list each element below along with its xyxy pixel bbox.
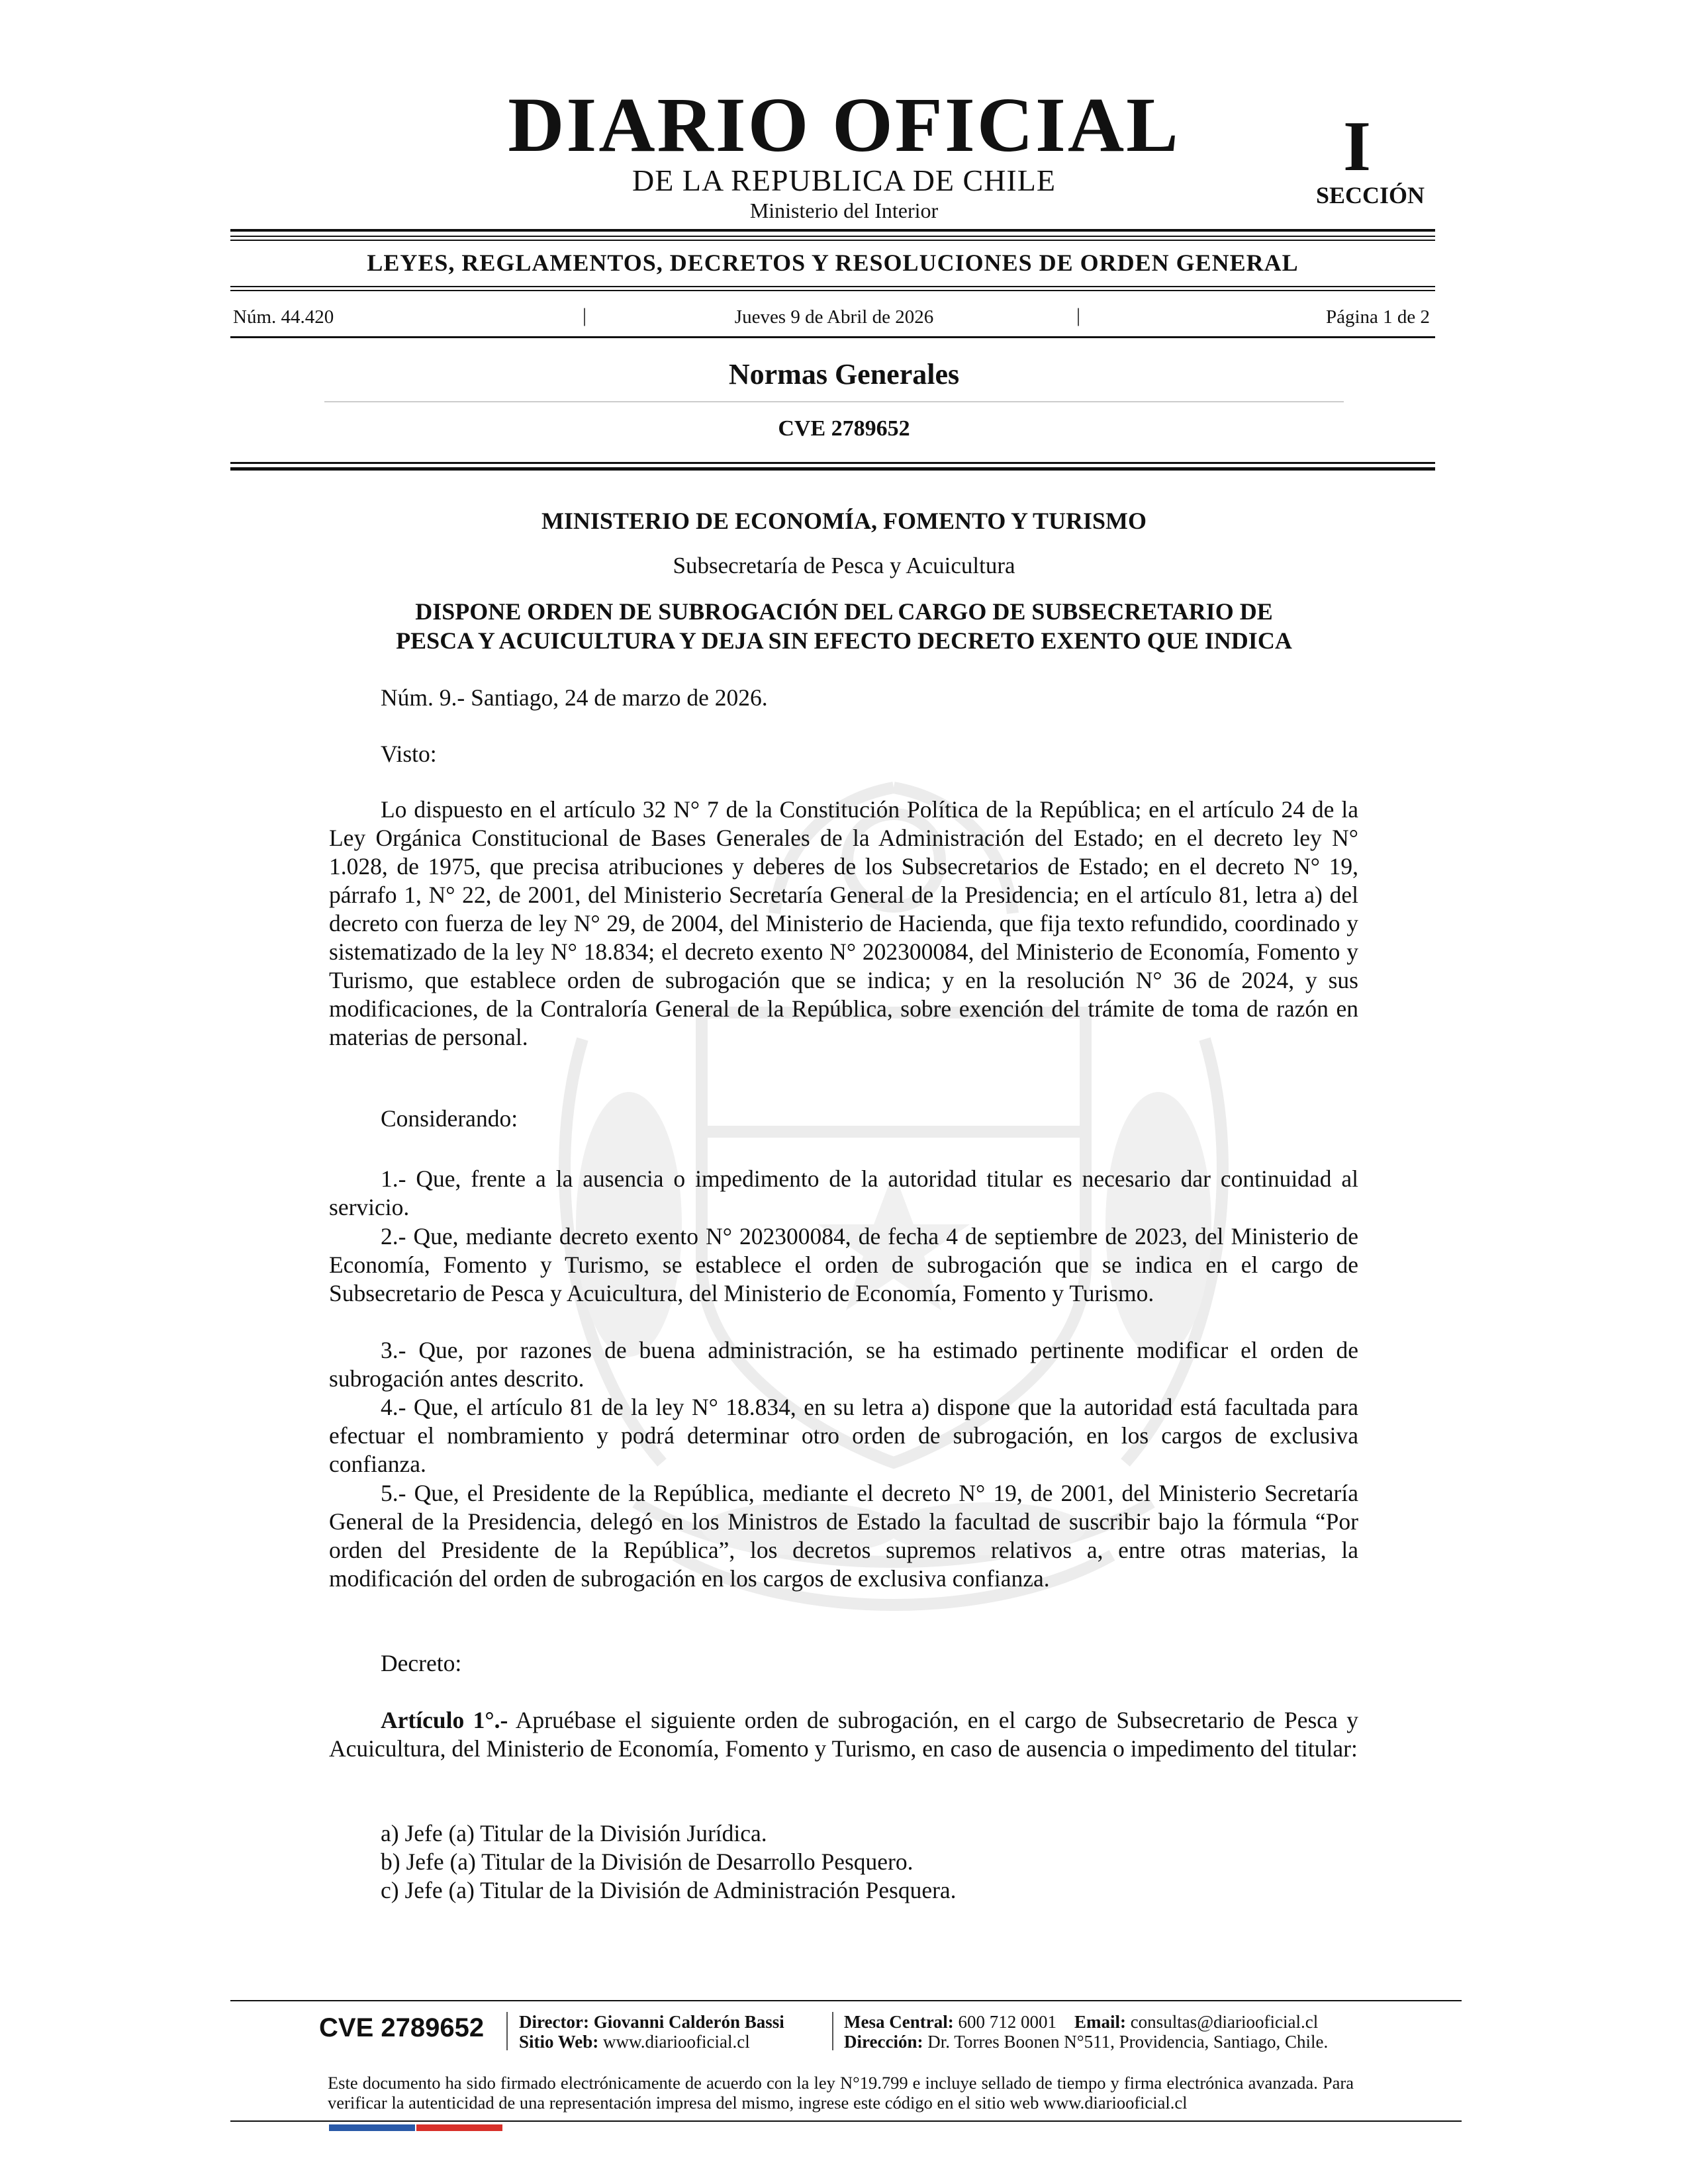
norm-rule: [324, 401, 1344, 402]
considerando-label: Considerando:: [381, 1105, 518, 1132]
footer-rule: [230, 2000, 1462, 2001]
considerando-item: 1.- Que, frente a la ausencia o impedimento de la autoridad titular es necesario dar continuidad al servicio.: [329, 1165, 1358, 1220]
subsecretaria-name: Subsecretaría de Pesca y Acuicultura: [673, 553, 1015, 578]
footer-cve-code: CVE 2789652: [319, 2013, 485, 2042]
issue-date: Jueves 9 de Abril de 2026: [734, 306, 934, 328]
footer-director: [519, 2012, 784, 2032]
article-1-label: Artículo 1°.-: [381, 1707, 508, 1733]
footer-separator: [832, 2012, 833, 2050]
visto-label: Visto:: [381, 741, 437, 767]
cve-code: CVE 2789652: [778, 416, 910, 441]
footer-website: [519, 2032, 750, 2052]
considerando-item: 3.- Que, por razones de buena administración, se ha estimado pertinente modificar el orden de subrogación antes descrito.: [329, 1337, 1358, 1392]
decree-title-line: DISPONE ORDEN DE SUBROGACIÓN DEL CARGO DE SUBSECRETARIO DE: [415, 598, 1273, 625]
header-rule: [230, 236, 1435, 237]
footer-signature-note: Este documento ha sido firmado electrónicamente de acuerdo con la ley N°19.799 e incluye sellado de tiempo y firma electrónica avanzada. Para verificar la autenticidad de una representación impresa del mismo, ingrese este código en el sitio web www.diariooficial.cl: [328, 2073, 1354, 2113]
footer-contact: [844, 2012, 1318, 2032]
header-rule: [230, 240, 1435, 241]
decree-title: [318, 597, 1370, 655]
section-numeral: I: [1342, 107, 1372, 186]
issue-number: Núm. 44.420: [233, 306, 334, 328]
site-link[interactable]: www.diariooficial.cl: [603, 2032, 750, 2052]
heading-rule: [230, 290, 1435, 291]
decreto-label: Decreto:: [381, 1650, 462, 1676]
visto-paragraph: Lo dispuesto en el artículo 32 N° 7 de la Constitución Política de la República; en el artículo 24 de la Ley Orgánica Constitucional de Bases Generales de la Administración del Estado; en el decreto ley N° 1.028, de 1975, que precisa atribuciones y deberes de los Subsecretarios de Estado; en el decreto N° 19, párrafo 1, N° 22, de 2001, del Ministerio Secretaría General de la Presidencia; en el artículo 81, letra a) del decreto con fuerza de ley N° 29, de 2004, del Ministerio de Hacienda, que fija texto refundido, coordinado y sistematizado de la ley N° 18.834; el decreto exento N° 202300084, del Ministerio de Economía, Fomento y Turismo, que establece orden de subrogación que se indica; y en la resolución N° 36 de 2024, y sus modificaciones, de la Contraloría General de la República, sobre exención del trámite de toma de razón en materias de personal.: [329, 796, 1358, 1050]
header-rule: [230, 229, 1435, 232]
director-name: Giovanni Calderón Bassi: [593, 2012, 784, 2032]
order-item: c) Jefe (a) Titular de la División de Administración Pesquera.: [381, 1877, 957, 1903]
masthead-ministry: Ministerio del Interior: [749, 199, 939, 222]
footer-rule: [230, 2120, 1462, 2122]
cve-rule: [230, 467, 1435, 471]
ministry-name: MINISTERIO DE ECONOMÍA, FOMENTO Y TURISMO: [541, 508, 1147, 534]
section-label: SECCIÓN: [1315, 182, 1425, 208]
considerando-item: 5.- Que, el Presidente de la República, mediante el decreto N° 19, de 2001, del Ministerio Secretaría General de la Presidencia, delegó en los Ministros de Estado la facultad de suscribir bajo la fórmula “Por orden del Presidente de la República”, los decretos supremos relativos a, entre otras materias, la modificación del orden de subrogación en los cargos de exclusiva confianza.: [329, 1480, 1358, 1592]
order-item: b) Jefe (a) Titular de la División de Desarrollo Pesquero.: [381, 1848, 914, 1875]
issue-separator: |: [1076, 304, 1081, 326]
issue-rule: [230, 336, 1435, 338]
article-1: [329, 1706, 1358, 1763]
address-label: Dirección:: [844, 2032, 923, 2052]
director-label: Director:: [519, 2012, 589, 2032]
central-label: Mesa Central:: [844, 2012, 954, 2032]
decree-title-line: PESCA Y ACUICULTURA Y DEJA SIN EFECTO DECRETO EXENTO QUE INDICA: [396, 627, 1292, 654]
flag-stripe-red: [416, 2124, 502, 2131]
email-link[interactable]: consultas@diariooficial.cl: [1130, 2012, 1319, 2032]
heading-rule: [230, 286, 1435, 287]
order-item: a) Jefe (a) Titular de la División Jurídica.: [381, 1820, 767, 1846]
site-label: Sitio Web:: [519, 2032, 599, 2052]
address-text: Dr. Torres Boonen N°511, Providencia, Santiago, Chile.: [927, 2032, 1329, 2052]
considerando-item: 2.- Que, mediante decreto exento N° 202300084, de fecha 4 de septiembre de 2023, del Ministerio de Economía, Fomento y Turismo, se establece el orden de subrogación que se indica en el cargo de Subsecretario de Pesca y Acuicultura, del Ministerio de Economía, Fomento y Turismo.: [329, 1223, 1358, 1306]
email-label: Email:: [1074, 2012, 1126, 2032]
masthead-title: DIARIO OFICIAL: [508, 81, 1180, 168]
article-1-text: Apruébase el siguiente orden de subrogación, en el cargo de Subsecretario de Pesca y Acuicultura, del Ministerio de Economía, Fomento y Turismo, en caso de ausencia o impedimento del titular:: [329, 1707, 1358, 1762]
norm-category: Normas Generales: [728, 358, 960, 390]
footer-separator: [506, 2012, 508, 2050]
considerando-item: 4.- Que, el artículo 81 de la ley N° 18.834, en su letra a) dispone que la autoridad está facultada para efectuar el nombramiento y podrá determinar otro orden de subrogación, en los cargos de exclusiva confianza.: [329, 1394, 1358, 1477]
footer-address: [844, 2032, 1328, 2052]
cve-rule: [230, 462, 1435, 464]
flag-stripe-blue: [329, 2124, 415, 2131]
section-heading: LEYES, REGLAMENTOS, DECRETOS Y RESOLUCIONES DE ORDEN GENERAL: [367, 250, 1299, 276]
issue-separator: |: [583, 304, 587, 326]
central-phone: 600 712 0001: [958, 2012, 1056, 2032]
masthead-subtitle: DE LA REPUBLICA DE CHILE: [632, 163, 1056, 197]
decree-number: Núm. 9.- Santiago, 24 de marzo de 2026.: [381, 684, 768, 711]
page-indicator: Página 1 de 2: [1325, 306, 1430, 328]
